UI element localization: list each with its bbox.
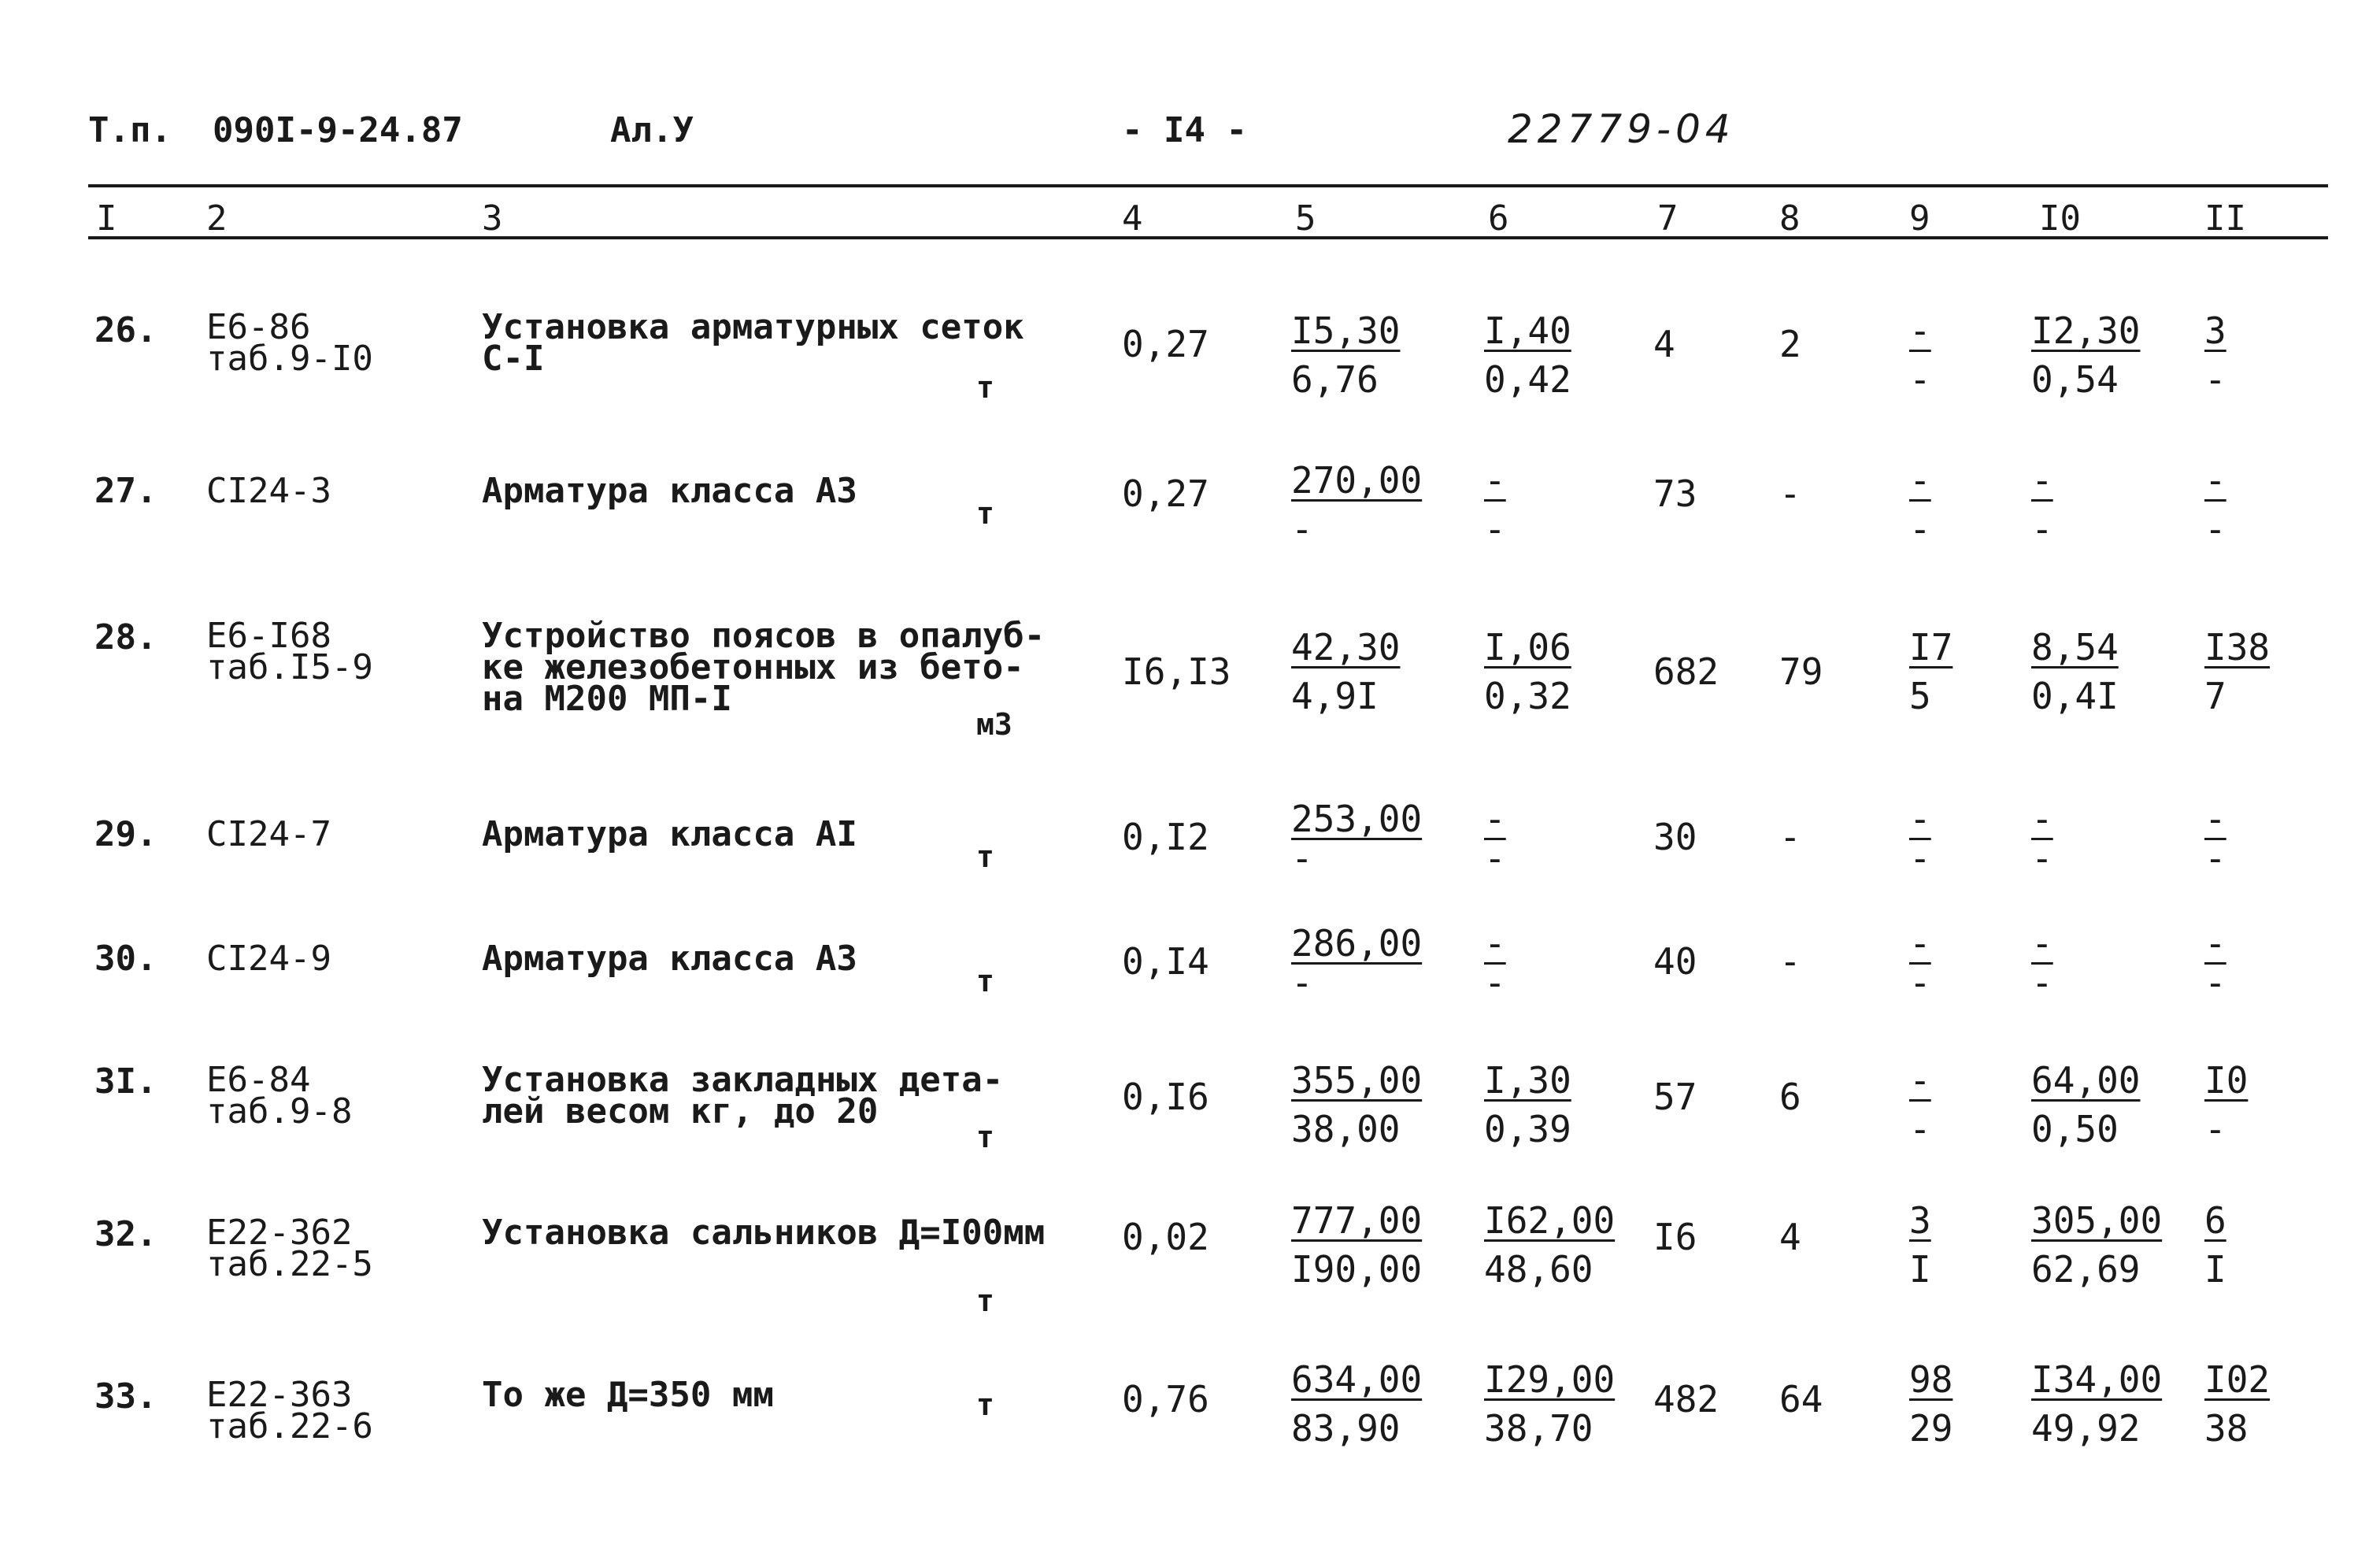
col8-value: 79 — [1779, 650, 1823, 693]
fraction-bottom: - — [1909, 358, 1931, 401]
row-code-line1: СI24-9 — [206, 939, 331, 979]
col7-value: 482 — [1653, 1378, 1719, 1420]
fraction-top: - — [2031, 922, 2053, 965]
fraction-bottom: 38,70 — [1484, 1407, 1593, 1450]
row-unit: т — [976, 1387, 994, 1422]
fraction-bottom: - — [1291, 508, 1313, 550]
fraction-top: I0 — [2204, 1059, 2249, 1102]
fraction-top: 6 — [2204, 1199, 2226, 1242]
col6-fraction — [1484, 1057, 1571, 1154]
col8-value: 2 — [1779, 323, 1801, 365]
fraction-top: - — [1484, 459, 1506, 502]
col8-value: - — [1779, 472, 1801, 515]
col11-fraction — [2204, 1356, 2270, 1454]
fraction-bottom: 83,90 — [1291, 1407, 1401, 1450]
col5-fraction — [1291, 795, 1423, 880]
column-number: 2 — [206, 198, 228, 239]
fraction-bottom: - — [2031, 508, 2053, 550]
col7-value: 73 — [1653, 472, 1697, 515]
col5-fraction — [1291, 920, 1423, 1004]
row-code-line1: Е6-86 — [206, 307, 311, 347]
col10-fraction — [2031, 1197, 2162, 1294]
row-number: 27. — [94, 471, 157, 511]
column-number: 7 — [1657, 198, 1679, 239]
fraction-top: 3 — [2204, 309, 2226, 352]
fraction-bottom: - — [1291, 961, 1313, 1004]
row-description-line1: Арматура класса А3 — [482, 939, 857, 979]
row-code-line2: таб.22-6 — [206, 1406, 373, 1446]
row-quantity: 0,I2 — [1122, 816, 1209, 858]
col7-value: I6 — [1653, 1216, 1697, 1258]
row-description-line1: Установка арматурных сеток — [482, 307, 1024, 347]
fraction-bottom: - — [2204, 837, 2226, 880]
row-unit: т — [976, 1283, 994, 1318]
col7-value: 40 — [1653, 940, 1697, 983]
row-description-line1: Установка закладных дета- — [482, 1060, 1004, 1100]
row-number: 30. — [94, 939, 157, 979]
fraction-top: I29,00 — [1484, 1358, 1616, 1401]
col10-fraction — [2031, 457, 2053, 554]
row-description-line1: Арматура класса АI — [482, 814, 857, 854]
fraction-bottom: 48,60 — [1484, 1248, 1593, 1291]
fraction-bottom: - — [1484, 508, 1506, 550]
fraction-bottom: - — [2204, 961, 2226, 1004]
row-quantity: 0,I6 — [1122, 1076, 1209, 1118]
col9-fraction — [1909, 1356, 1952, 1454]
col6-fraction — [1484, 920, 1506, 1004]
document-number: 22779-04 — [1508, 106, 1735, 152]
fraction-top: 253,00 — [1291, 798, 1423, 840]
fraction-top: I38 — [2204, 626, 2271, 669]
column-number: 8 — [1779, 198, 1801, 239]
col11-fraction — [2204, 307, 2226, 405]
fraction-bottom: 0,42 — [1484, 358, 1571, 401]
fraction-top: 305,00 — [2031, 1199, 2163, 1242]
row-unit: м3 — [976, 707, 1012, 742]
fraction-bottom: I — [1909, 1248, 1931, 1291]
col10-fraction — [2031, 795, 2053, 880]
col6-fraction — [1484, 624, 1571, 721]
row-code-line1: СI24-3 — [206, 471, 331, 511]
header-rule-bottom — [88, 236, 2328, 239]
fraction-bottom: - — [1291, 837, 1313, 880]
row-quantity: 0,I4 — [1122, 940, 1209, 983]
row-number: 29. — [94, 814, 157, 854]
column-number: I — [96, 198, 117, 239]
col10-fraction — [2031, 624, 2119, 721]
fraction-top: 64,00 — [2031, 1059, 2141, 1102]
row-code-line1: СI24-7 — [206, 814, 331, 854]
col11-fraction — [2204, 457, 2226, 554]
column-number: II — [2204, 198, 2246, 239]
column-number: 9 — [1909, 198, 1930, 239]
row-number: 3I. — [94, 1061, 157, 1102]
fraction-bottom: - — [1484, 837, 1506, 880]
fraction-top: - — [1909, 922, 1931, 965]
fraction-top: 3 — [1909, 1199, 1931, 1242]
row-unit: т — [976, 839, 994, 874]
fraction-bottom: - — [2204, 358, 2226, 401]
fraction-bottom: 62,69 — [2031, 1248, 2141, 1291]
fraction-bottom: I — [2204, 1248, 2226, 1291]
page-number: - I4 - — [1122, 110, 1247, 150]
fraction-bottom: 0,54 — [2031, 358, 2119, 401]
fraction-bottom: I90,00 — [1291, 1248, 1423, 1291]
col7-value: 4 — [1653, 323, 1675, 365]
row-code-line1: Е6-I68 — [206, 616, 331, 656]
column-number: 4 — [1122, 198, 1143, 239]
fraction-top: I,06 — [1484, 626, 1571, 669]
fraction-top: 634,00 — [1291, 1358, 1423, 1401]
col7-value: 30 — [1653, 816, 1697, 858]
row-number: 33. — [94, 1376, 157, 1417]
col11-fraction — [2204, 795, 2226, 880]
row-code-line2: таб.9-8 — [206, 1091, 353, 1132]
fraction-bottom: 0,39 — [1484, 1108, 1571, 1150]
col5-fraction — [1291, 457, 1422, 554]
fraction-top: - — [1909, 459, 1931, 502]
col11-fraction — [2204, 624, 2270, 721]
fraction-bottom: 0,50 — [2031, 1108, 2119, 1150]
row-unit: т — [976, 370, 994, 405]
fraction-top: I62,00 — [1484, 1199, 1616, 1242]
fraction-bottom: 29 — [1909, 1407, 1953, 1450]
fraction-bottom: 4,9I — [1291, 675, 1379, 717]
fraction-bottom: 38,00 — [1291, 1108, 1401, 1150]
row-number: 26. — [94, 310, 157, 350]
column-number: 5 — [1295, 198, 1316, 239]
col9-fraction — [1909, 624, 1952, 721]
album-label: Ал.У — [610, 110, 694, 150]
fraction-top: I34,00 — [2031, 1358, 2163, 1401]
fraction-top: 98 — [1909, 1358, 1953, 1401]
col5-fraction — [1291, 1197, 1422, 1294]
col5-fraction — [1291, 307, 1400, 405]
fraction-top: - — [1484, 922, 1506, 965]
fraction-top: 355,00 — [1291, 1059, 1423, 1102]
row-unit: т — [976, 496, 994, 531]
fraction-top: I2,30 — [2031, 309, 2141, 352]
col8-value: - — [1779, 816, 1801, 858]
column-number: I0 — [2039, 198, 2081, 239]
col9-fraction — [1909, 457, 1931, 554]
column-number: 3 — [482, 198, 503, 239]
col6-fraction — [1484, 795, 1506, 880]
fraction-top: 270,00 — [1291, 459, 1423, 502]
col10-fraction — [2031, 920, 2053, 1004]
fraction-bottom: - — [2031, 961, 2053, 1004]
fraction-top: - — [1909, 1059, 1931, 1102]
col6-fraction — [1484, 1197, 1615, 1294]
col8-value: 4 — [1779, 1216, 1801, 1258]
col7-value: 682 — [1653, 650, 1719, 693]
col11-fraction — [2204, 920, 2226, 1004]
fraction-bottom: - — [2204, 508, 2226, 550]
row-description-line1: Арматура класса А3 — [482, 471, 857, 511]
row-quantity: 0,02 — [1122, 1216, 1209, 1258]
fraction-bottom: - — [1909, 837, 1931, 880]
col9-fraction — [1909, 920, 1931, 1004]
fraction-top: - — [1909, 309, 1931, 352]
col11-fraction — [2204, 1057, 2248, 1154]
col8-value: 64 — [1779, 1378, 1823, 1420]
row-description-line1: То же Д=350 мм — [482, 1375, 774, 1415]
col11-fraction — [2204, 1197, 2226, 1294]
row-code-line2: таб.9-I0 — [206, 339, 373, 379]
fraction-bottom: 49,92 — [2031, 1407, 2141, 1450]
fraction-bottom: - — [2204, 1108, 2226, 1150]
project-code: 090I-9-24.87 — [213, 110, 463, 150]
row-description-line1: Устройство поясов в опалуб- — [482, 616, 1046, 656]
project-label: Т.п. — [88, 110, 172, 150]
fraction-top: - — [2031, 459, 2053, 502]
fraction-top: - — [2204, 922, 2226, 965]
row-description-line3: на М200 МП-I — [482, 679, 732, 719]
fraction-top: 286,00 — [1291, 922, 1423, 965]
fraction-top: 8,54 — [2031, 626, 2119, 669]
col5-fraction — [1291, 1057, 1422, 1154]
col9-fraction — [1909, 1197, 1931, 1294]
fraction-top: I,30 — [1484, 1059, 1571, 1102]
column-number: 6 — [1488, 198, 1509, 239]
col9-fraction — [1909, 795, 1931, 880]
col7-value: 57 — [1653, 1076, 1697, 1118]
row-quantity: 0,76 — [1122, 1378, 1209, 1420]
row-code-line1: Е6-84 — [206, 1060, 311, 1100]
col9-fraction — [1909, 307, 1931, 405]
row-code-line1: Е22-363 — [206, 1375, 353, 1415]
fraction-bottom: 0,32 — [1484, 675, 1571, 717]
fraction-bottom: - — [2031, 837, 2053, 880]
row-description-line2: ке железобетонных из бето- — [482, 647, 1024, 687]
row-code-line2: таб.I5-9 — [206, 647, 373, 687]
fraction-top: I7 — [1909, 626, 1953, 669]
fraction-top: I02 — [2204, 1358, 2271, 1401]
col9-fraction — [1909, 1057, 1931, 1154]
col5-fraction — [1291, 624, 1400, 721]
row-number: 32. — [94, 1214, 157, 1254]
fraction-bottom: - — [1909, 961, 1931, 1004]
row-code-line2: таб.22-5 — [206, 1244, 373, 1284]
row-number: 28. — [94, 617, 157, 657]
fraction-bottom: 38 — [2204, 1407, 2249, 1450]
row-code-line1: Е22-362 — [206, 1213, 353, 1253]
fraction-bottom: 7 — [2204, 675, 2226, 717]
col6-fraction — [1484, 1356, 1615, 1454]
row-quantity: I6,I3 — [1122, 650, 1231, 693]
fraction-top: - — [2031, 798, 2053, 840]
fraction-bottom: - — [1909, 508, 1931, 550]
col10-fraction — [2031, 1057, 2140, 1154]
row-unit: т — [976, 964, 994, 998]
row-description-line2: лей весом кг, до 20 — [482, 1091, 879, 1132]
fraction-top: - — [1909, 798, 1931, 840]
fraction-bottom: 5 — [1909, 675, 1931, 717]
fraction-top: - — [2204, 798, 2226, 840]
header-rule-top — [88, 184, 2328, 187]
col8-value: 6 — [1779, 1076, 1801, 1118]
row-quantity: 0,27 — [1122, 323, 1209, 365]
fraction-top: I5,30 — [1291, 309, 1401, 352]
fraction-bottom: 6,76 — [1291, 358, 1379, 401]
col6-fraction — [1484, 307, 1571, 405]
row-quantity: 0,27 — [1122, 472, 1209, 515]
fraction-top: 777,00 — [1291, 1199, 1423, 1242]
fraction-bottom: - — [1484, 961, 1506, 1004]
row-description-line2: С-I — [482, 339, 545, 379]
fraction-top: - — [1484, 798, 1506, 840]
col5-fraction — [1291, 1356, 1422, 1454]
row-unit: т — [976, 1120, 994, 1154]
col8-value: - — [1779, 940, 1801, 983]
col6-fraction — [1484, 457, 1506, 554]
fraction-top: I,40 — [1484, 309, 1571, 352]
fraction-bottom: 0,4I — [2031, 675, 2119, 717]
col10-fraction — [2031, 307, 2140, 405]
fraction-bottom: - — [1909, 1108, 1931, 1150]
fraction-top: 42,30 — [1291, 626, 1401, 669]
col10-fraction — [2031, 1356, 2162, 1454]
fraction-top: - — [2204, 459, 2226, 502]
row-description-line1: Установка сальников Д=I00мм — [482, 1213, 1046, 1253]
